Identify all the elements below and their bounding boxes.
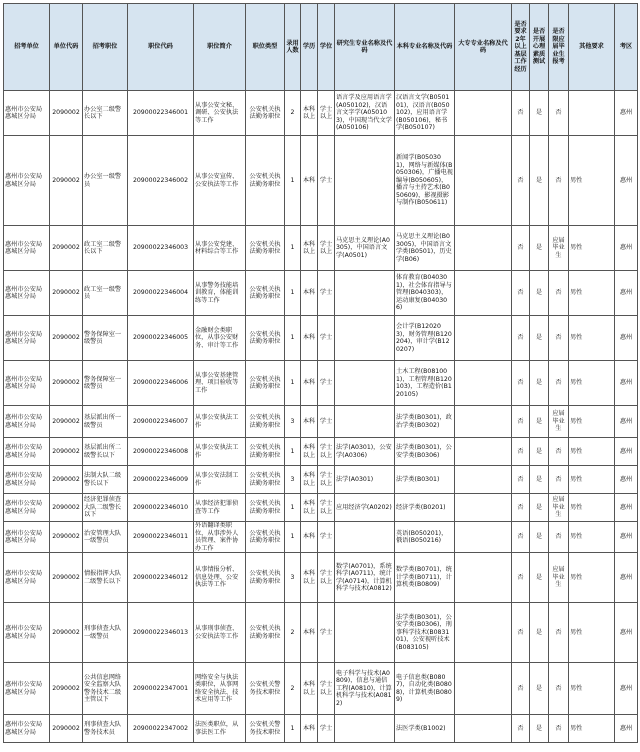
cell-grassroots-exp: 否 [512,406,530,438]
cell-fresh-grad-only: 否 [549,271,569,316]
cell-graduate-major [335,522,395,553]
cell-position-intro: 金融财会类职位，从事公安财务、审计等工作 [194,316,246,361]
cell-degree: 学士 [318,522,335,553]
cell-unit-code: 2090002 [50,136,83,226]
cell-college-major [455,494,512,522]
cell-degree: 学士以上 [318,91,335,136]
cell-exam-area: 惠州 [615,494,638,522]
cell-degree: 学士 [318,136,335,226]
cell-position: 经济犯罪侦查大队二级警长以下 [83,494,128,522]
cell-position-type: 公安机关执法勤务职位 [246,553,285,603]
cell-grassroots-exp: 否 [512,603,530,663]
cell-fresh-grad-only: 应届毕业生 [549,553,569,603]
cell-position: 政工室二级警长以下 [83,226,128,271]
cell-unit-code: 2090002 [50,494,83,522]
cell-degree: 学士以上 [318,226,335,271]
cell-college-major [455,715,512,743]
cell-graduate-major: 法学(A0301) [335,466,395,494]
cell-position: 刑事侦查大队一级警员 [83,603,128,663]
cell-grassroots-exp: 否 [512,226,530,271]
cell-position-intro: 从事公安文秘、调研、公安执法等工作 [194,91,246,136]
cell-unit: 惠州市公安局惠城区分局 [4,715,50,743]
cell-psych-test: 是 [530,663,549,715]
cell-education: 本科以上 [301,466,318,494]
cell-college-major [455,136,512,226]
cell-position-type: 公安机关执法勤务职位 [246,271,285,316]
cell-education: 本科 [301,136,318,226]
cell-unit: 惠州市公安局惠城区分局 [4,226,50,271]
cell-position-intro: 从事警务技能培训教育，体能训练等工作 [194,271,246,316]
cell-position-type: 公安机关警务技术职位 [246,663,285,715]
cell-other-requirements: 男性 [569,663,615,715]
cell-position: 情报指挥大队二级警长以下 [83,553,128,603]
cell-unit: 惠州市公安局惠城区分局 [4,494,50,522]
header-grassroots-exp: 是否要求2年以上基层工作经历 [512,4,530,91]
cell-position-intro: 从事公安宣传、公安执法等工作 [194,136,246,226]
cell-undergrad-major: 法学类(B0301)，公安学类(B0306) [395,438,455,466]
cell-position: 法制大队二级警长以下 [83,466,128,494]
cell-position-intro: 网络安全与执法类职位，从事网络安全执法、技术应用等工作 [194,663,246,715]
cell-grassroots-exp: 否 [512,91,530,136]
table-row [4,361,638,406]
cell-college-major [455,522,512,553]
cell-other-requirements: 男性 [569,438,615,466]
cell-position-type: 公安机关执法勤务职位 [246,361,285,406]
cell-exam-area: 惠州 [615,466,638,494]
cell-psych-test: 是 [530,603,549,663]
header-position-intro: 职位简介 [194,4,246,91]
cell-education: 本科以上 [301,663,318,715]
cell-graduate-major [335,715,395,743]
cell-psych-test: 是 [530,271,549,316]
cell-position-type: 公安机关执法勤务职位 [246,406,285,438]
cell-graduate-major: 语言学及应用语言学(A050102)，汉语言文字学(A050103)，中国现当代文学(A050106) [335,91,395,136]
cell-other-requirements: 男性 [569,466,615,494]
cell-education: 本科 [301,603,318,663]
cell-position-type: 公安机关执法勤务职位 [246,603,285,663]
cell-degree: 学士以上 [318,466,335,494]
cell-unit: 惠州市公安局惠城区分局 [4,603,50,663]
cell-position-type: 公安机关执法勤务职位 [246,136,285,226]
cell-unit: 惠州市公安局惠城区分局 [4,466,50,494]
cell-unit: 惠州市公安局惠城区分局 [4,361,50,406]
cell-psych-test: 是 [530,438,549,466]
cell-unit: 惠州市公安局惠城区分局 [4,438,50,466]
cell-unit: 惠州市公安局惠城区分局 [4,271,50,316]
table-row [4,91,638,136]
cell-degree: 学士 [318,271,335,316]
header-exam-area: 考区 [615,4,638,91]
cell-exam-area: 惠州 [615,715,638,743]
cell-hire-count: 2 [285,663,301,715]
cell-unit-code: 2090002 [50,466,83,494]
cell-position-code: 20900022346006 [128,361,194,406]
cell-other-requirements [569,91,615,136]
cell-grassroots-exp: 否 [512,136,530,226]
cell-position-intro: 从事经济犯罪侦查等工作 [194,494,246,522]
cell-education: 本科 [301,271,318,316]
cell-undergrad-major: 法医学类(B1002) [395,715,455,743]
cell-unit-code: 2090002 [50,715,83,743]
cell-hire-count: 1 [285,715,301,743]
cell-college-major [455,226,512,271]
cell-exam-area: 惠州 [615,663,638,715]
cell-unit-code: 2090002 [50,226,83,271]
cell-fresh-grad-only: 否 [549,136,569,226]
cell-other-requirements: 男性 [569,603,615,663]
header-graduate-major: 研究生专业名称及代码 [335,4,395,91]
cell-education: 本科以上 [301,553,318,603]
cell-position-type: 公安机关执法勤务职位 [246,438,285,466]
cell-fresh-grad-only: 否 [549,522,569,553]
cell-position-type: 公安机关执法勤务职位 [246,91,285,136]
header-degree: 学位 [318,4,335,91]
cell-position-type: 公安机关执法勤务职位 [246,522,285,553]
cell-exam-area: 惠州 [615,438,638,466]
table-row [4,406,638,438]
cell-education: 本科 [301,715,318,743]
cell-position-type: 公安机关执法勤务职位 [246,226,285,271]
cell-position-type: 公安机关警务技术职位 [246,715,285,743]
cell-unit-code: 2090002 [50,438,83,466]
cell-education: 本科 [301,316,318,361]
cell-position: 政工室一级警员 [83,271,128,316]
cell-education: 本科 [301,406,318,438]
cell-grassroots-exp: 否 [512,494,530,522]
cell-position-intro: 从事公安执法工作 [194,438,246,466]
header-position-code: 职位代码 [128,4,194,91]
cell-undergrad-major: 英语(B050201)，俄语(B050216) [395,522,455,553]
cell-undergrad-major: 会计学(B120203)，财务管理(B120204)，审计学(B120207) [395,316,455,361]
table-row [4,226,638,271]
cell-position-code: 20900022347001 [128,663,194,715]
cell-fresh-grad-only: 否 [549,663,569,715]
cell-position-intro: 从事公安法制工作 [194,466,246,494]
header-unit: 招考单位 [4,4,50,91]
cell-other-requirements: 男性 [569,553,615,603]
cell-hire-count: 3 [285,466,301,494]
cell-exam-area: 惠州 [615,406,638,438]
cell-unit: 惠州市公安局惠城区分局 [4,553,50,603]
cell-graduate-major [335,406,395,438]
cell-hire-count: 2 [285,603,301,663]
table-row [4,438,638,466]
cell-position-intro: 从事公安党建、材料综合等工作 [194,226,246,271]
cell-position: 办公室二级警长以下 [83,91,128,136]
cell-position-intro: 法医类职位，从事法医工作 [194,715,246,743]
cell-college-major [455,603,512,663]
cell-position-code: 20900022346003 [128,226,194,271]
cell-unit-code: 2090002 [50,271,83,316]
cell-undergrad-major: 马克思主义理论(B03005)，中国语言文学类(B0501)，历史学(B06) [395,226,455,271]
header-hire-count: 录用人数 [285,4,301,91]
table-row [4,663,638,715]
table-row [4,466,638,494]
cell-graduate-major: 马克思主义理论(A0305)，中国语言文学(A0501) [335,226,395,271]
cell-college-major [455,406,512,438]
cell-exam-area: 惠州 [615,553,638,603]
cell-psych-test: 是 [530,715,549,743]
cell-unit: 惠州市公安局惠城区分局 [4,91,50,136]
cell-position-type: 公安机关执法勤务职位 [246,466,285,494]
cell-psych-test: 是 [530,226,549,271]
header-fresh-grad-only: 是否限应届毕业生报考 [549,4,569,91]
cell-fresh-grad-only: 否 [549,438,569,466]
cell-undergrad-major: 法学类(B0301)，政治学类(B0302) [395,406,455,438]
cell-psych-test: 是 [530,494,549,522]
cell-fresh-grad-only: 否 [549,361,569,406]
header-position: 招考职位 [83,4,128,91]
cell-education: 本科以上 [301,226,318,271]
cell-other-requirements: 男性 [569,715,615,743]
header-education: 学历 [301,4,318,91]
cell-position-code: 20900022346001 [128,91,194,136]
header-unit-code: 单位代码 [50,4,83,91]
table-body [4,91,638,743]
cell-degree: 学士 [318,715,335,743]
cell-exam-area: 惠州 [615,136,638,226]
cell-education: 本科以上 [301,438,318,466]
cell-undergrad-major: 新闻学(B050301)，网络与新媒体(B050306)，广播电视编导(B050605)，播音与主持艺术(B050609)，影视摄影与制作(B050611) [395,136,455,226]
cell-fresh-grad-only: 否 [549,91,569,136]
cell-position-code: 20900022346012 [128,553,194,603]
cell-exam-area: 惠州 [615,361,638,406]
cell-undergrad-major: 法学类(B0301)，公安学类(B0306)，刑事科学技术(B083101)，公安视听技术(B083105) [395,603,455,663]
cell-position-code: 20900022346005 [128,316,194,361]
cell-graduate-major [335,316,395,361]
header-other-requirements: 其他要求 [569,4,615,91]
cell-hire-count: 1 [285,316,301,361]
cell-undergrad-major: 汉语言文学(B050101)，汉语言(B050102)，应用语言学(B050106)，秘书学(B050107) [395,91,455,136]
cell-college-major [455,466,512,494]
header-position-type: 职位类型 [246,4,285,91]
cell-position-code: 20900022346013 [128,603,194,663]
cell-graduate-major [335,271,395,316]
cell-psych-test: 是 [530,91,549,136]
cell-fresh-grad-only: 应届毕业生 [549,226,569,271]
cell-graduate-major [335,136,395,226]
cell-hire-count: 2 [285,91,301,136]
cell-graduate-major [335,361,395,406]
cell-degree: 学士以上 [318,438,335,466]
cell-position-code: 20900022346007 [128,406,194,438]
cell-grassroots-exp: 否 [512,466,530,494]
cell-degree: 学士以上 [318,663,335,715]
cell-unit-code: 2090002 [50,316,83,361]
cell-graduate-major: 数学(A0701)，系统科学(A0711)，统计学(A0714)，计算机科学与技术(A0812) [335,553,395,603]
cell-degree: 学士以上 [318,553,335,603]
cell-grassroots-exp: 否 [512,271,530,316]
cell-position: 基层派出所二级警长以下 [83,438,128,466]
cell-hire-count: 1 [285,494,301,522]
header-psych-test: 是否开展心理素质测试 [530,4,549,91]
cell-psych-test: 是 [530,553,549,603]
cell-position: 刑事侦查大队警务技术员 [83,715,128,743]
table-row [4,136,638,226]
cell-psych-test: 是 [530,406,549,438]
cell-graduate-major [335,603,395,663]
cell-other-requirements: 男性 [569,494,615,522]
cell-unit-code: 2090002 [50,522,83,553]
cell-undergrad-major: 经济学类(B0201) [395,494,455,522]
cell-psych-test: 是 [530,136,549,226]
cell-position-code: 20900022346008 [128,438,194,466]
cell-position: 警务保障室一级警员 [83,316,128,361]
cell-grassroots-exp: 否 [512,316,530,361]
cell-psych-test: 是 [530,466,549,494]
cell-degree: 学士以上 [318,494,335,522]
cell-position-code: 20900022346009 [128,466,194,494]
cell-exam-area: 惠州 [615,226,638,271]
cell-college-major [455,663,512,715]
recruitment-table [3,3,638,743]
cell-grassroots-exp: 否 [512,715,530,743]
cell-hire-count: 1 [285,136,301,226]
cell-unit-code: 2090002 [50,663,83,715]
cell-hire-count: 1 [285,226,301,271]
cell-unit-code: 2090002 [50,406,83,438]
cell-college-major [455,438,512,466]
cell-college-major [455,271,512,316]
cell-degree: 学士 [318,603,335,663]
header-college-major: 大专专业名称及代码 [455,4,512,91]
cell-unit: 惠州市公安局惠城区分局 [4,406,50,438]
cell-position: 警务保障室一级警员 [83,361,128,406]
cell-other-requirements: 男性 [569,361,615,406]
cell-grassroots-exp: 否 [512,553,530,603]
cell-other-requirements: 男性 [569,271,615,316]
cell-undergrad-major: 土木工程(B081001)，工程管理(B120103)，工程造价(B120105) [395,361,455,406]
cell-fresh-grad-only: 否 [549,466,569,494]
cell-position: 基层派出所一级警员 [83,406,128,438]
table-row [4,715,638,743]
cell-education: 本科 [301,361,318,406]
table-row [4,316,638,361]
cell-position-type: 公安机关执法勤务职位 [246,494,285,522]
cell-unit: 惠州市公安局惠城区分局 [4,522,50,553]
cell-degree: 学士 [318,406,335,438]
cell-exam-area: 惠州 [615,91,638,136]
cell-position-intro: 从事公安执法工作 [194,406,246,438]
cell-hire-count: 1 [285,361,301,406]
cell-education: 本科以上 [301,494,318,522]
cell-graduate-major: 应用经济学(A0202) [335,494,395,522]
cell-unit-code: 2090002 [50,91,83,136]
cell-unit-code: 2090002 [50,553,83,603]
cell-college-major [455,553,512,603]
cell-graduate-major: 电子科学与技术(A0809)，信息与通信工程(A0810)，计算机科学与技术(A0812) [335,663,395,715]
cell-position-type: 公安机关执法勤务职位 [246,316,285,361]
table-row [4,603,638,663]
cell-hire-count: 3 [285,553,301,603]
table-row [4,271,638,316]
cell-undergrad-major: 体育教育(B040301)，社会体育指导与管理(B040303)，运动康复(B040306) [395,271,455,316]
cell-hire-count: 1 [285,271,301,316]
cell-grassroots-exp: 否 [512,663,530,715]
cell-other-requirements: 男性 [569,406,615,438]
cell-grassroots-exp: 否 [512,438,530,466]
cell-position-intro: 从事刑事侦查、公安执法等工作 [194,603,246,663]
cell-position-intro: 从事情报分析、信息处理、公安执法等工作 [194,553,246,603]
cell-exam-area: 惠州 [615,271,638,316]
cell-other-requirements: 男性 [569,522,615,553]
header-undergrad-major: 本科专业名称及代码 [395,4,455,91]
cell-degree: 学士 [318,316,335,361]
cell-degree: 学士 [318,361,335,406]
cell-psych-test: 是 [530,522,549,553]
cell-position: 办公室一级警员 [83,136,128,226]
cell-undergrad-major: 法学类(B0301) [395,466,455,494]
table-row [4,522,638,553]
cell-position-code: 20900022346011 [128,522,194,553]
cell-psych-test: 是 [530,361,549,406]
cell-exam-area: 惠州 [615,522,638,553]
cell-hire-count: 1 [285,522,301,553]
cell-position: 公共信息网络安全监察大队警务技术二级主管以下 [83,663,128,715]
cell-position-code: 20900022346010 [128,494,194,522]
cell-other-requirements: 男性 [569,136,615,226]
cell-exam-area: 惠州 [615,316,638,361]
cell-college-major [455,91,512,136]
cell-fresh-grad-only: 应届毕业生 [549,406,569,438]
cell-fresh-grad-only: 否 [549,715,569,743]
table-row [4,494,638,522]
cell-college-major [455,361,512,406]
cell-position-code: 20900022346004 [128,271,194,316]
cell-position-intro: 从事公安基建管理、项目验收等工作 [194,361,246,406]
cell-undergrad-major: 数学类(B0701)，统计学类(B0711)，计算机类(B0809) [395,553,455,603]
cell-other-requirements: 男性 [569,316,615,361]
cell-fresh-grad-only: 否 [549,603,569,663]
cell-education: 本科以上 [301,91,318,136]
cell-fresh-grad-only: 应届毕业生 [549,494,569,522]
cell-unit: 惠州市公安局惠城区分局 [4,316,50,361]
cell-exam-area: 惠州 [615,603,638,663]
cell-grassroots-exp: 否 [512,361,530,406]
cell-college-major [455,316,512,361]
cell-position-intro: 外语翻译类职位，从事涉外人员管理、案件协办工作 [194,522,246,553]
cell-unit-code: 2090002 [50,603,83,663]
cell-unit-code: 2090002 [50,361,83,406]
cell-position-code: 20900022346002 [128,136,194,226]
header-row [4,4,638,91]
cell-position: 治安管理大队一级警员 [83,522,128,553]
cell-position-code: 20900022347002 [128,715,194,743]
cell-psych-test: 是 [530,316,549,361]
cell-other-requirements: 男性 [569,226,615,271]
cell-unit: 惠州市公安局惠城区分局 [4,136,50,226]
cell-hire-count: 3 [285,406,301,438]
cell-undergrad-major: 电子信息类(B0807)，自动化类(B0808)，计算机类(B0809) [395,663,455,715]
cell-grassroots-exp: 否 [512,522,530,553]
cell-fresh-grad-only: 否 [549,316,569,361]
cell-education: 本科 [301,522,318,553]
table-row [4,553,638,603]
cell-graduate-major: 法学(A0301)，公安学(A0306) [335,438,395,466]
cell-unit: 惠州市公安局惠城区分局 [4,663,50,715]
cell-hire-count: 1 [285,438,301,466]
